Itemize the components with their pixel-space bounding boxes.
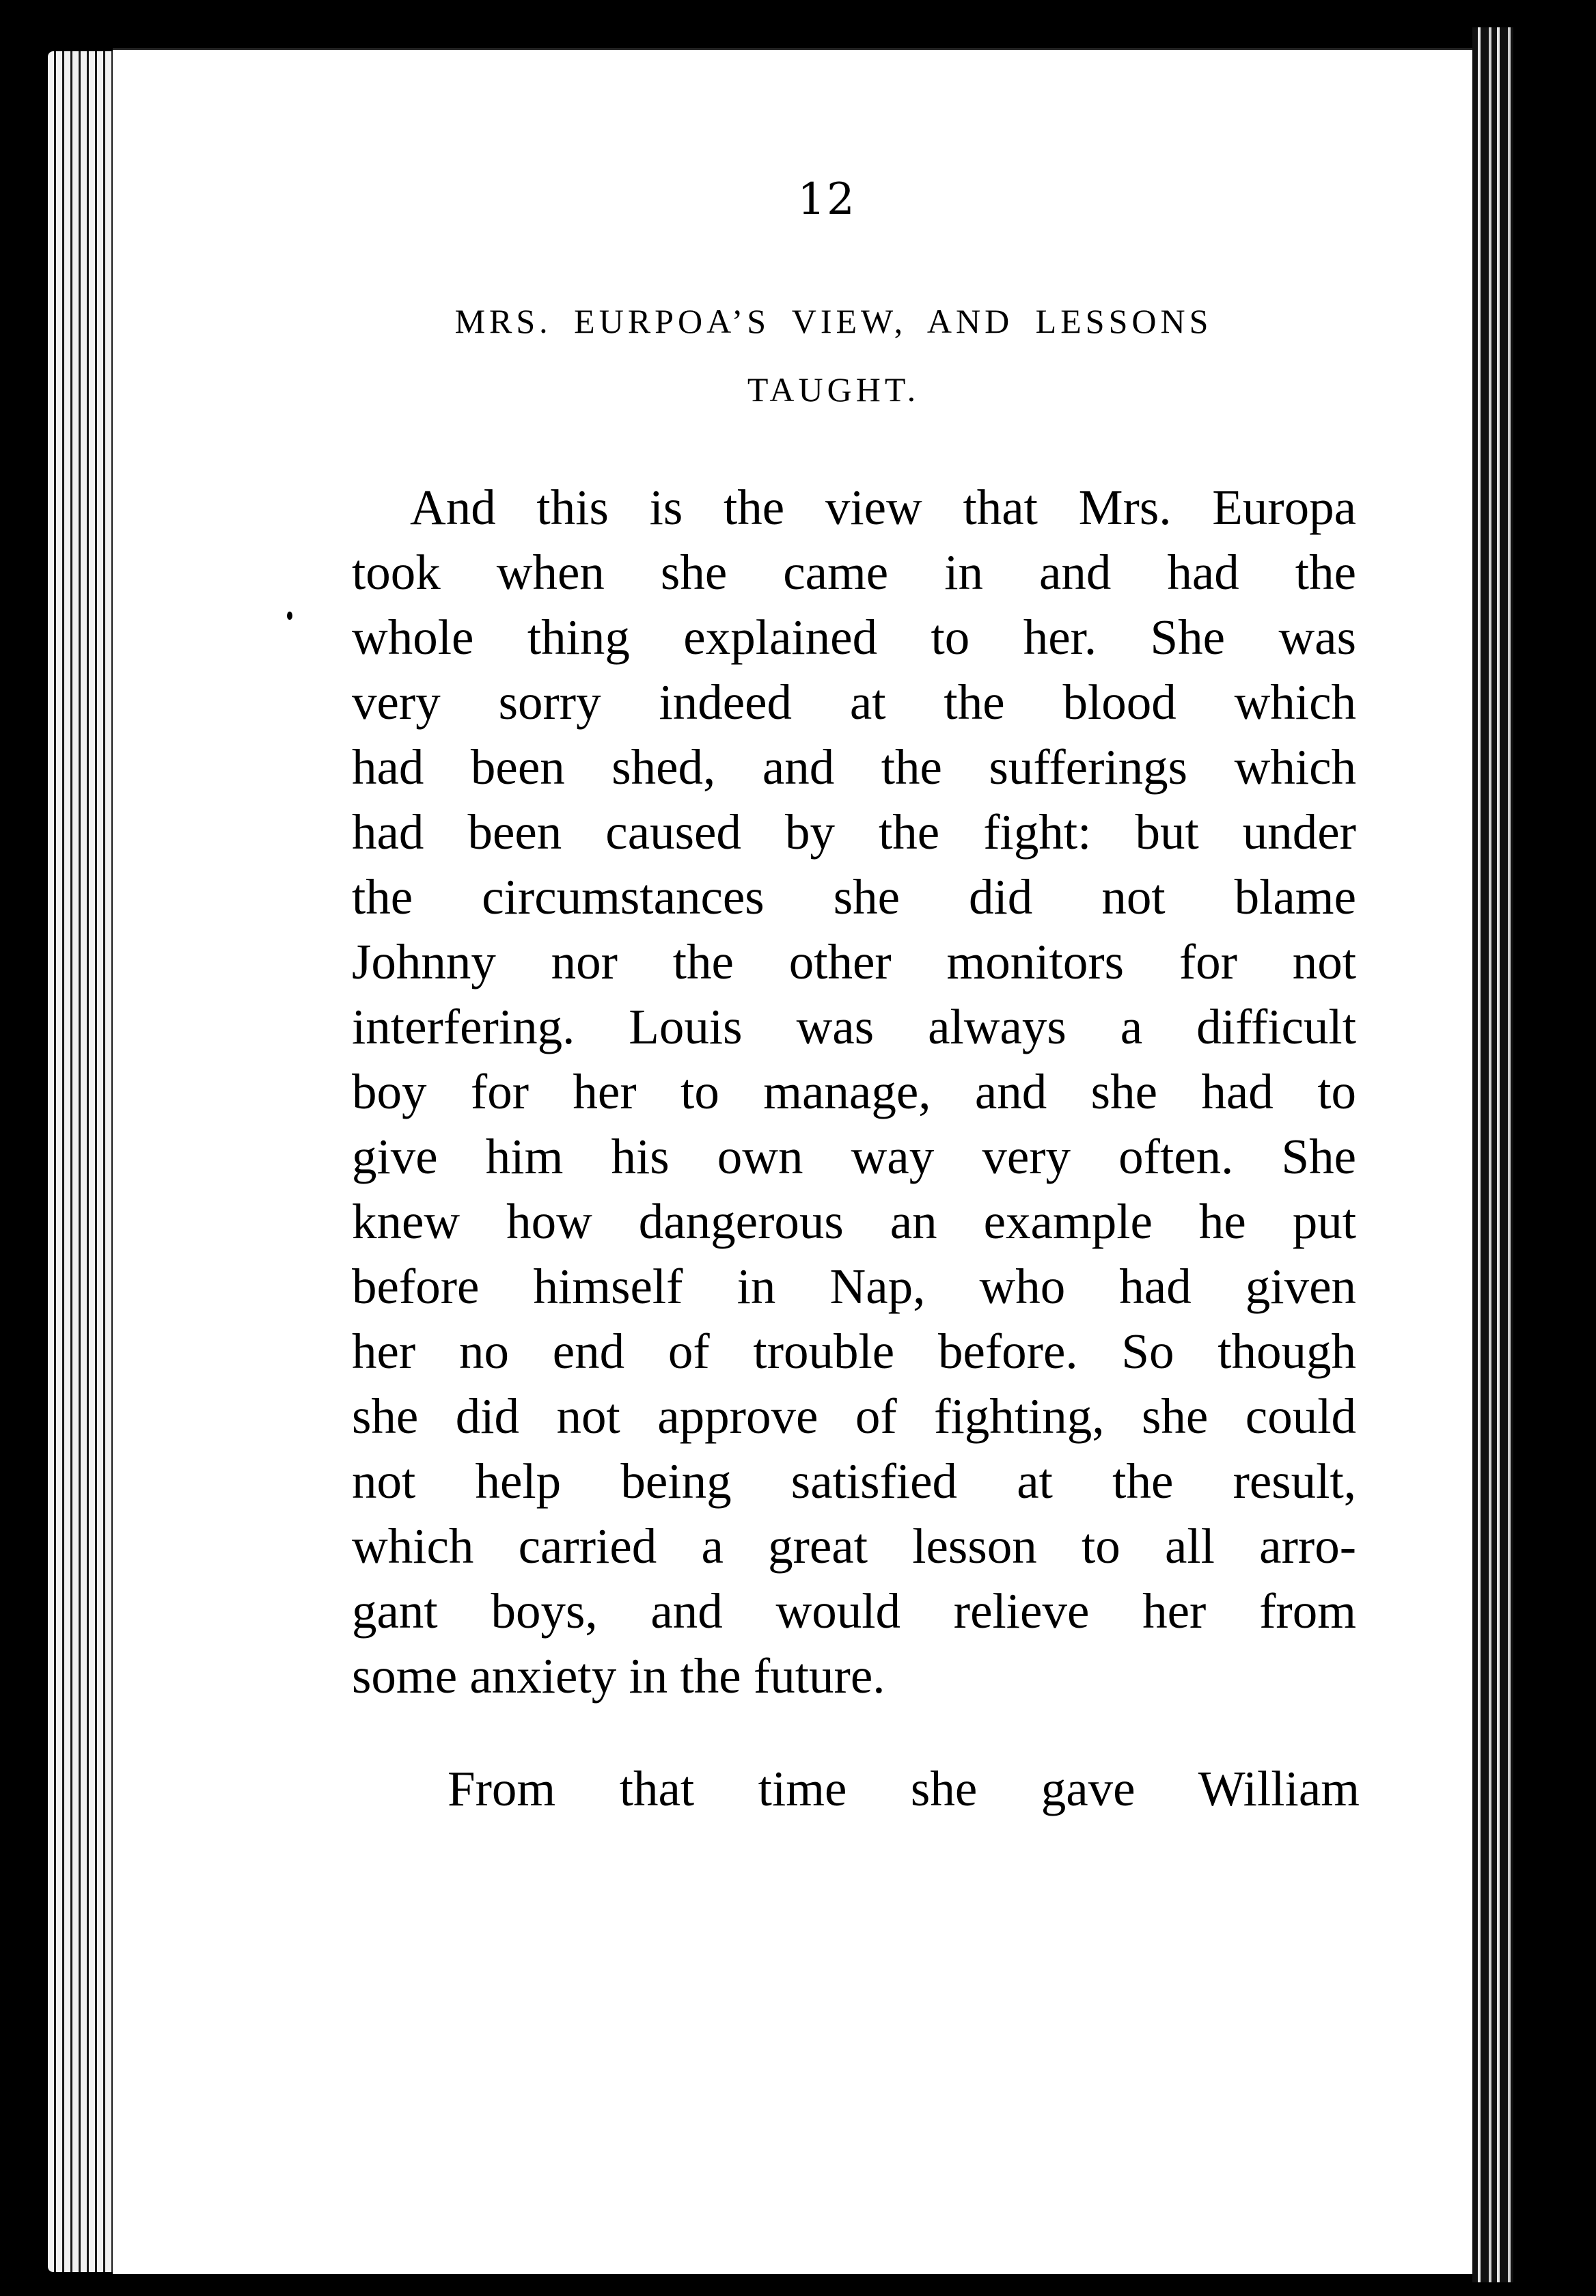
- book-page-edges: [48, 51, 123, 2272]
- text-line: her no end of trouble before. So though: [352, 1324, 1356, 1379]
- book-binding-edge: [1472, 27, 1513, 2282]
- text-line: some anxiety in the future.: [352, 1648, 885, 1704]
- paragraph-1: [352, 475, 1356, 1708]
- text-line: she did not approve of fighting, she could: [352, 1389, 1356, 1444]
- text-line: whole thing explained to her. She was: [352, 610, 1356, 665]
- text-line: the circumstances she did not blame: [352, 869, 1356, 925]
- chapter-heading-line-1: MRS. EURPOA’S VIEW, AND LESSONS: [454, 302, 1213, 340]
- text-line: which carried a great lesson to all arro-: [352, 1518, 1356, 1574]
- text-line: had been shed, and the sufferings which: [352, 739, 1356, 795]
- text-line: not help being satisfied at the result,: [352, 1453, 1356, 1509]
- ink-speck: [287, 612, 292, 620]
- text-line: interfering. Louis was always a difficult: [352, 999, 1356, 1054]
- text-line: had been caused by the fight: but under: [352, 804, 1356, 860]
- text-line: before himself in Nap, who had given: [352, 1259, 1356, 1314]
- text-line: very sorry indeed at the blood which: [352, 674, 1356, 730]
- paragraph-2: From that time she gave William: [448, 1761, 1360, 1816]
- page-number: 12: [797, 174, 856, 225]
- chapter-heading-line-2: TAUGHT.: [747, 370, 920, 409]
- text-line: And this is the view that Mrs. Europa: [410, 480, 1356, 535]
- text-line: boy for her to manage, and she had to: [352, 1064, 1356, 1119]
- text-line: Johnny nor the other monitors for not: [352, 934, 1356, 989]
- text-line: knew how dangerous an example he put: [352, 1194, 1356, 1249]
- text-line: took when she came in and had the: [352, 545, 1356, 600]
- text-line: give him his own way very often. She: [352, 1129, 1356, 1184]
- chapter-heading: [396, 287, 1271, 424]
- text-line: gant boys, and would relieve her from: [352, 1583, 1356, 1639]
